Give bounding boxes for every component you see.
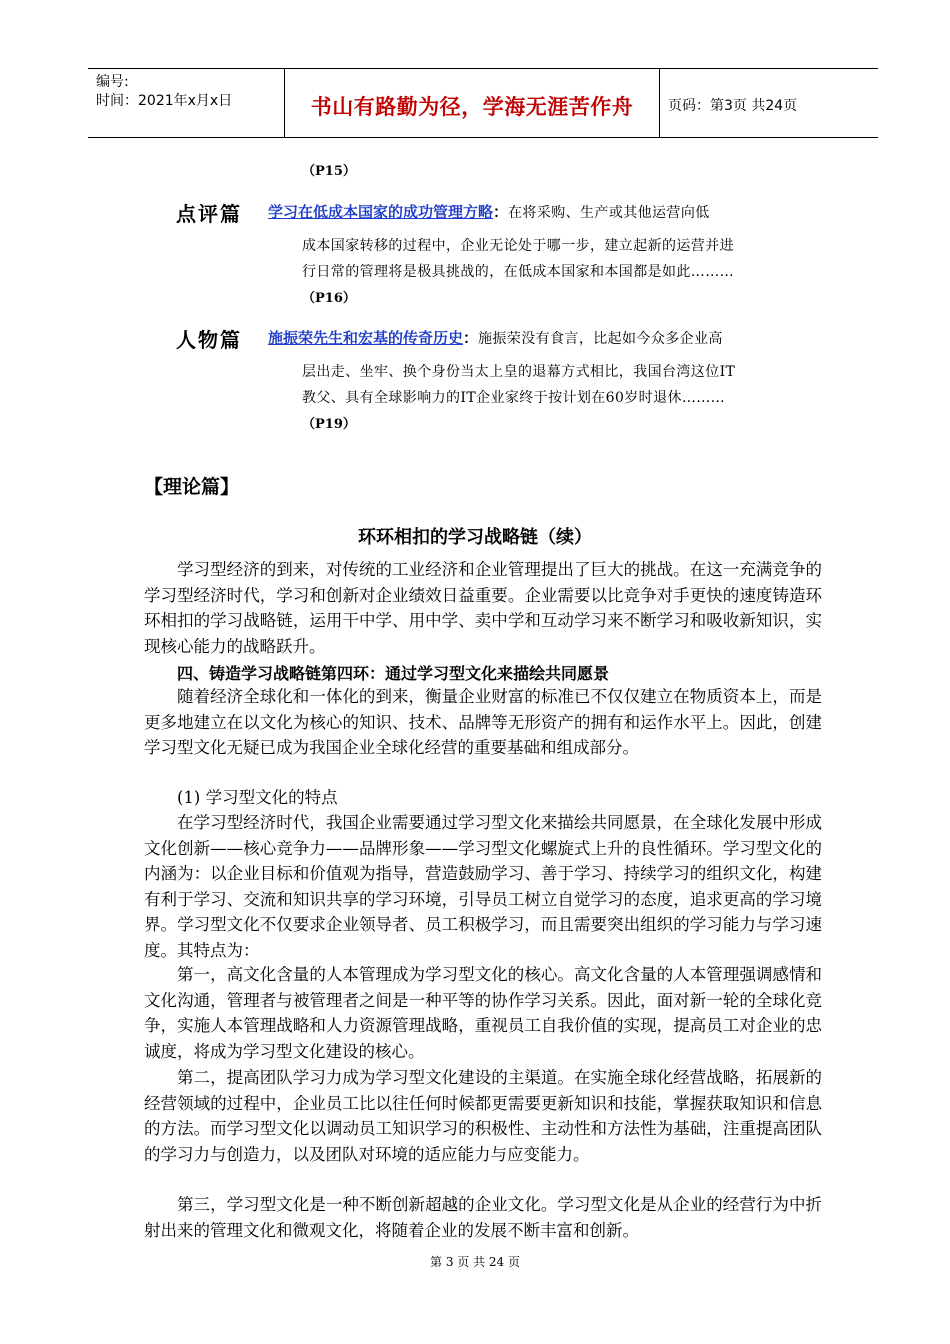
body-paragraph: 第一，高文化含量的人本管理成为学习型文化的核心。高文化含量的人本管理强调感情和文化沟通，管理者与被管理者之间是一种平等的协作学习关系。因此，面对新一轮的全球化竞争，实施人本管理战略和人力资源管理战略，重视员工自我价值的实现，提高员工对企业的忠诚度，将成为学习型文化建设的核心。 [144,965,822,1061]
section-tag: 【理论篇】 [144,476,240,498]
time-label: 时间：2021年x月x日 [96,93,233,109]
article-title: 环环相扣的学习战略链（续） [358,527,592,548]
header-page-cell [660,69,878,137]
entry-summary-line: 成本国家转移的过程中，企业无论处于哪一步，建立起新的运营并进 [302,238,734,254]
entry-summary-line: 层出走、坐牢、换个身份当太上皇的退幕方式相比，我国台湾这位IT [302,364,736,380]
number-label: 编号: [96,74,129,90]
page-info: 页码：第3页 共24页 [668,98,798,114]
entry-summary-start: 在将采购、生产或其他运营向低 [508,205,710,221]
intro-paragraph: 学习型经济的到来，对传统的工业经济和企业管理提出了巨大的挑战。在这一充满竞争的学习型经济时代，学习和创新对企业绩效日益重要。企业需要以比竞争对手更快的速度铸造环环相扣的学习战略链，运用干中学、用中学、卖中学和互动学习来不断学习和吸收新知识，实现核心能力的战略跃升。 [144,560,822,656]
header-motto-cell [285,69,660,137]
point-heading: (1) 学习型文化的特点 [177,788,338,807]
body-paragraph: 在学习型经济时代，我国企业需要通过学习型文化来描绘共同愿景，在全球化发展中形成文化创新——核心竞争力——品牌形象——学习型文化螺旋式上升的良性循环。学习型文化的内涵为：以企业目标和价值观为指导，营造鼓励学习、善于学习、持续学习的组织文化，构建有利于学习、交流和知识共享的学习环境，引导员工树立自觉学习的态度，追求更高的学习境界。学习型文化不仅要求企业领导者、员工积极学习，而且需要突出组织的学习能力与学习速度。其特点为： [144,813,822,960]
page-footer: 第 3 页 共 24 页 [430,1255,520,1269]
index-entry [268,201,710,222]
prev-page-ref: （P15） [302,164,356,179]
entry-page-ref: （P19） [302,417,356,432]
entry-summary-line: 教父、具有全球影响力的IT企业家终于按计划在60岁时退休……… [302,390,726,406]
section-subheading: 四、铸造学习战略链第四环：通过学习型文化来描绘共同愿景 [177,664,610,683]
link-colon: ： [463,329,479,347]
page-header [88,68,878,138]
index-entry [268,327,723,348]
body-paragraph: 第二，提高团队学习力成为学习型文化建设的主渠道。在实施全球化经营战略，拓展新的经营领域的过程中，企业员工比以往任何时候都更需要更新知识和技能，掌握获取知识和信息的方法。而学习型文化以调动员工知识学习的积极性、主动性和方法性为基础，注重提高团队的学习力与创造力，以及团队对环境的适应能力与应变能力。 [144,1068,822,1164]
article-link[interactable]: 学习在低成本国家的成功管理方略 [268,203,494,221]
entry-summary-start: 施振荣没有食言，比起如今众多企业高 [478,331,723,347]
body-paragraph: 随着经济全球化和一体化的到来，衡量企业财富的标准已不仅仅建立在物质资本上，而是更多地建立在以文化为核心的知识、技术、品牌等无形资产的拥有和运作水平上。因此，创建学习型文化无疑已成为我国企业全球化经营的重要基础和组成部分。 [144,687,822,757]
article-link[interactable]: 施振荣先生和宏基的传奇历史 [268,329,464,347]
entry-summary-line: 行日常的管理将是极具挑战的，在低成本国家和本国都是如此……… [302,264,734,280]
category-label: 人物篇 [176,328,242,352]
category-label: 点评篇 [176,202,242,226]
header-meta-cell [88,69,285,137]
motto-text: 书山有路勤为径，学海无涯苦作舟 [310,95,634,119]
link-colon: ： [493,203,509,221]
entry-page-ref: （P16） [302,291,356,306]
body-paragraph: 第三，学习型文化是一种不断创新超越的企业文化。学习型文化是从企业的经营行为中折射出来的管理文化和微观文化，将随着企业的发展不断丰富和创新。 [144,1195,822,1240]
